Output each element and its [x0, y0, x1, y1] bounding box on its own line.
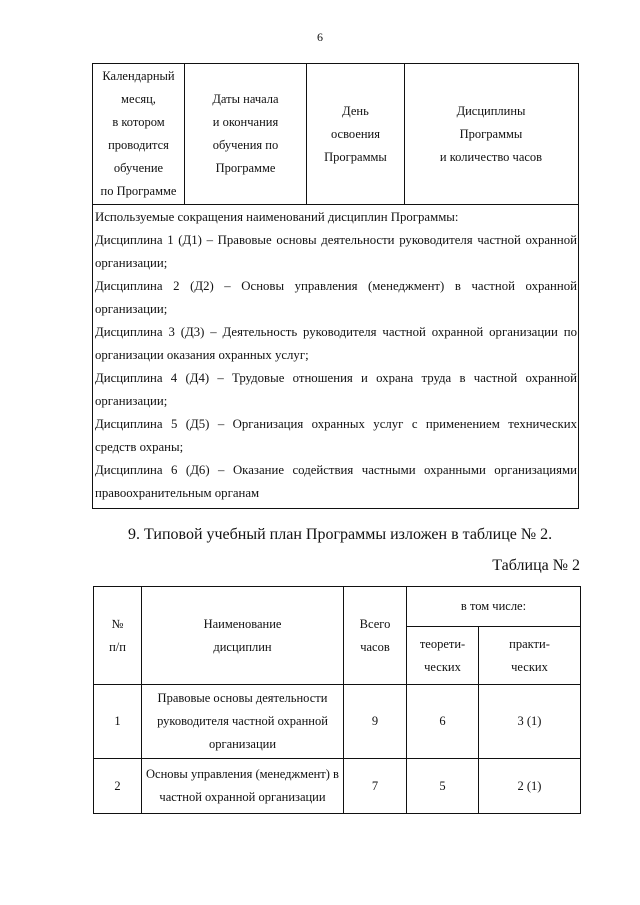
row-1-theory: 6 [407, 685, 479, 759]
discipline-4-line-2: организации; [95, 394, 168, 408]
header-program-day: День освоения Программы [306, 64, 404, 204]
header-disciplines: Дисциплины Программы и количество часов [404, 64, 577, 204]
row-1-total: 9 [344, 685, 407, 759]
curriculum-table [93, 586, 581, 814]
header-theory: теорети- ческих [407, 627, 479, 685]
section-heading: 9. Типовой учебный план Программы изложен в таблице № 2. [128, 526, 553, 543]
row-1-num: 1 [94, 685, 142, 759]
discipline-6-line-1: Дисциплина 6 (Д6) – Оказание содействия частными охранными организациями [95, 463, 577, 477]
discipline-4-line-1: Дисциплина 4 (Д4) – Трудовые отношения и охрана труда в частной охранной [95, 371, 577, 385]
discipline-5-line-2: средств охраны; [95, 440, 184, 454]
row-2-name: Основы управления (менеджмент) в частной охранной организации [142, 759, 344, 814]
row-2-total: 7 [344, 759, 407, 814]
discipline-5-line-1: Дисциплина 5 (Д5) – Организация охранных услуг с применением технических [95, 417, 577, 431]
abbreviations-text [95, 206, 577, 505]
row-2-num: 2 [94, 759, 142, 814]
discipline-6-line-2: правоохранительным органам [95, 486, 260, 500]
page-number: 6 [317, 30, 323, 44]
discipline-3-line-2: организации оказания охранных услуг; [95, 348, 309, 362]
discipline-2-line-2: организации; [95, 302, 168, 316]
header-including: в том числе: [407, 587, 581, 627]
row-2-theory: 5 [407, 759, 479, 814]
abbreviations-intro: Используемые сокращения наименований дисциплин Программы: [95, 210, 459, 224]
header-training-dates: Даты начала и окончания обучения по Программе [184, 64, 306, 204]
table-row [94, 759, 581, 814]
table-caption: Таблица № 2 [492, 557, 580, 574]
header-practice: практи- ческих [479, 627, 581, 685]
schedule-table [92, 63, 579, 509]
header-num: № п/п [94, 587, 142, 685]
curriculum-header-row [94, 587, 581, 627]
header-total-hours: Всего часов [344, 587, 407, 685]
table-row [94, 685, 581, 759]
discipline-2-line-1: Дисциплина 2 (Д2) – Основы управления (менеджмент) в частной охранной [95, 279, 577, 293]
discipline-1-line-1: Дисциплина 1 (Д1) – Правовые основы деятельности руководителя частной охранной [95, 233, 577, 247]
row-2-practice: 2 (1) [479, 759, 581, 814]
header-discipline-name: Наименование дисциплин [142, 587, 344, 685]
schedule-table-header-row [93, 64, 578, 205]
discipline-1-line-2: организации; [95, 256, 168, 270]
row-1-name: Правовые основы деятельности руководителя частной охранной организации [142, 685, 344, 759]
discipline-3-line-1: Дисциплина 3 (Д3) – Деятельность руководителя частной охранной организации по [95, 325, 577, 339]
header-calendar-month: Календарный месяц, в котором проводится обучение по Программе [100, 69, 177, 198]
row-1-practice: 3 (1) [479, 685, 581, 759]
